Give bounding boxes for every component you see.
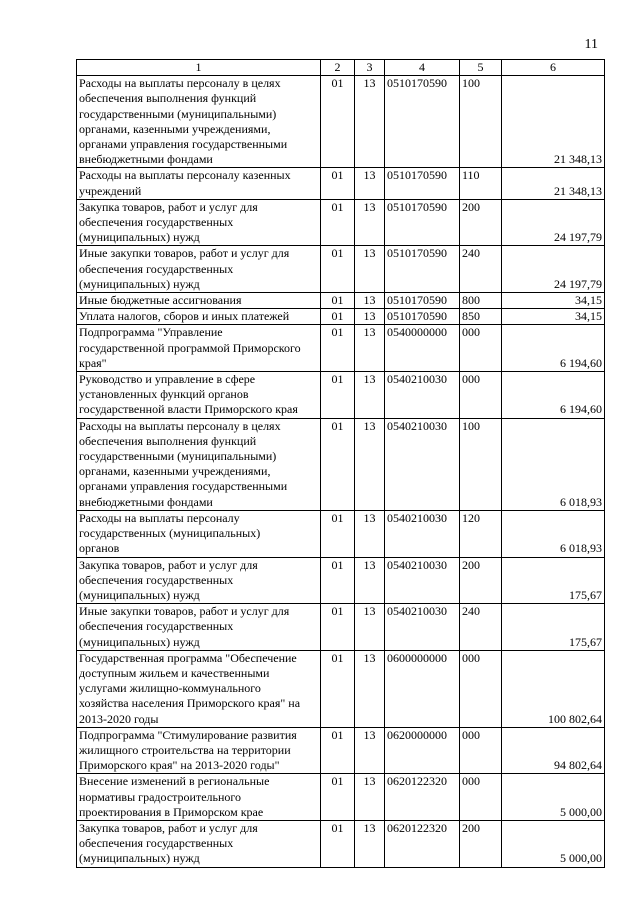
cell-section: 01 xyxy=(321,372,355,419)
cell-name: Подпрограмма "Стимулирование развития жилищного строительства на территории Приморского края" на 2013-2020 годы" xyxy=(77,727,321,774)
cell-target-code: 0510170590 xyxy=(385,309,460,325)
cell-name: Расходы на выплаты персоналу в целях обеспечения выполнения функций государственными (муниципальными) органами, казенными учреждениями, органами управления государственными внебюджетными фондами xyxy=(77,76,321,168)
cell-subsection: 13 xyxy=(355,293,385,309)
cell-name: Руководство и управление в сфере установленных функций органов государственной власти Приморского края xyxy=(77,372,321,419)
cell-name: Закупка товаров, работ и услуг для обеспечения государственных (муниципальных) нужд xyxy=(77,557,321,604)
cell-amount: 6 018,93 xyxy=(502,418,605,510)
cell-section: 01 xyxy=(321,418,355,510)
cell-name: Внесение изменений в региональные нормативы градостроительного проектирования в Приморском крае xyxy=(77,774,321,821)
cell-name: Подпрограмма "Управление государственной программой Приморского края" xyxy=(77,325,321,372)
cell-expense-type: 240 xyxy=(460,604,502,651)
cell-expense-type: 000 xyxy=(460,325,502,372)
table-row xyxy=(77,293,605,309)
cell-section: 01 xyxy=(321,820,355,867)
cell-section: 01 xyxy=(321,774,355,821)
budget-table xyxy=(76,59,605,868)
cell-name: Расходы на выплаты персоналу казенных учреждений xyxy=(77,168,321,199)
cell-amount: 6 194,60 xyxy=(502,372,605,419)
header-col-6: 6 xyxy=(502,60,605,76)
cell-amount: 5 000,00 xyxy=(502,820,605,867)
cell-target-code: 0510170590 xyxy=(385,246,460,293)
cell-expense-type: 240 xyxy=(460,246,502,293)
cell-name: Иные закупки товаров, работ и услуг для обеспечения государственных (муниципальных) нужд xyxy=(77,604,321,651)
table-row xyxy=(77,199,605,246)
cell-expense-type: 000 xyxy=(460,372,502,419)
cell-subsection: 13 xyxy=(355,727,385,774)
cell-expense-type: 200 xyxy=(460,820,502,867)
table-row xyxy=(77,820,605,867)
cell-amount: 6 018,93 xyxy=(502,510,605,557)
header-col-3: 3 xyxy=(355,60,385,76)
cell-amount: 34,15 xyxy=(502,293,605,309)
cell-subsection: 13 xyxy=(355,309,385,325)
cell-target-code: 0540210030 xyxy=(385,557,460,604)
cell-amount: 6 194,60 xyxy=(502,325,605,372)
cell-name: Расходы на выплаты персоналу в целях обеспечения выполнения функций государственными (муниципальными) органами, казенными учреждениями, органами управления государственными внебюджетными фондами xyxy=(77,418,321,510)
cell-name: Закупка товаров, работ и услуг для обеспечения государственных (муниципальных) нужд xyxy=(77,199,321,246)
cell-subsection: 13 xyxy=(355,510,385,557)
table-row xyxy=(77,76,605,168)
cell-target-code: 0540210030 xyxy=(385,418,460,510)
cell-name: Расходы на выплаты персоналу государственных (муниципальных) органов xyxy=(77,510,321,557)
cell-amount: 94 802,64 xyxy=(502,727,605,774)
cell-amount: 5 000,00 xyxy=(502,774,605,821)
cell-target-code: 0510170590 xyxy=(385,293,460,309)
table-row xyxy=(77,418,605,510)
cell-expense-type: 000 xyxy=(460,650,502,727)
cell-section: 01 xyxy=(321,293,355,309)
cell-section: 01 xyxy=(321,309,355,325)
table-row xyxy=(77,774,605,821)
header-col-5: 5 xyxy=(460,60,502,76)
page-number: 11 xyxy=(584,37,598,52)
cell-subsection: 13 xyxy=(355,325,385,372)
table-row xyxy=(77,309,605,325)
cell-section: 01 xyxy=(321,557,355,604)
cell-amount: 24 197,79 xyxy=(502,199,605,246)
cell-subsection: 13 xyxy=(355,76,385,168)
cell-expense-type: 100 xyxy=(460,418,502,510)
cell-target-code: 0510170590 xyxy=(385,76,460,168)
cell-subsection: 13 xyxy=(355,650,385,727)
cell-target-code: 0600000000 xyxy=(385,650,460,727)
cell-name: Закупка товаров, работ и услуг для обеспечения государственных (муниципальных) нужд xyxy=(77,820,321,867)
cell-subsection: 13 xyxy=(355,246,385,293)
cell-subsection: 13 xyxy=(355,418,385,510)
cell-target-code: 0620000000 xyxy=(385,727,460,774)
cell-expense-type: 800 xyxy=(460,293,502,309)
header-row xyxy=(77,60,605,76)
cell-amount: 21 348,13 xyxy=(502,168,605,199)
table-row xyxy=(77,325,605,372)
table-row xyxy=(77,168,605,199)
cell-target-code: 0540210030 xyxy=(385,510,460,557)
cell-section: 01 xyxy=(321,727,355,774)
cell-target-code: 0620122320 xyxy=(385,774,460,821)
cell-target-code: 0540000000 xyxy=(385,325,460,372)
cell-section: 01 xyxy=(321,650,355,727)
cell-section: 01 xyxy=(321,76,355,168)
cell-section: 01 xyxy=(321,604,355,651)
cell-target-code: 0510170590 xyxy=(385,168,460,199)
table-row xyxy=(77,650,605,727)
table-row xyxy=(77,510,605,557)
cell-subsection: 13 xyxy=(355,557,385,604)
cell-subsection: 13 xyxy=(355,774,385,821)
cell-expense-type: 850 xyxy=(460,309,502,325)
cell-section: 01 xyxy=(321,246,355,293)
cell-subsection: 13 xyxy=(355,372,385,419)
cell-expense-type: 100 xyxy=(460,76,502,168)
cell-amount: 21 348,13 xyxy=(502,76,605,168)
cell-target-code: 0540210030 xyxy=(385,604,460,651)
table-row xyxy=(77,604,605,651)
table-row xyxy=(77,727,605,774)
cell-section: 01 xyxy=(321,199,355,246)
cell-amount: 24 197,79 xyxy=(502,246,605,293)
cell-target-code: 0540210030 xyxy=(385,372,460,419)
cell-section: 01 xyxy=(321,168,355,199)
cell-expense-type: 200 xyxy=(460,199,502,246)
cell-name: Государственная программа "Обеспечение доступным жильем и качественными услугами жилищно-коммунального хозяйства населения Приморского края" на 2013-2020 годы xyxy=(77,650,321,727)
cell-target-code: 0510170590 xyxy=(385,199,460,246)
cell-target-code: 0620122320 xyxy=(385,820,460,867)
header-col-4: 4 xyxy=(385,60,460,76)
cell-expense-type: 120 xyxy=(460,510,502,557)
cell-name: Уплата налогов, сборов и иных платежей xyxy=(77,309,321,325)
header-col-2: 2 xyxy=(321,60,355,76)
table-row xyxy=(77,557,605,604)
cell-expense-type: 000 xyxy=(460,774,502,821)
cell-amount: 175,67 xyxy=(502,604,605,651)
cell-amount: 100 802,64 xyxy=(502,650,605,727)
cell-subsection: 13 xyxy=(355,168,385,199)
cell-section: 01 xyxy=(321,325,355,372)
cell-section: 01 xyxy=(321,510,355,557)
cell-expense-type: 110 xyxy=(460,168,502,199)
header-col-1: 1 xyxy=(77,60,321,76)
cell-expense-type: 200 xyxy=(460,557,502,604)
cell-amount: 175,67 xyxy=(502,557,605,604)
cell-name: Иные бюджетные ассигнования xyxy=(77,293,321,309)
table-row xyxy=(77,246,605,293)
cell-amount: 34,15 xyxy=(502,309,605,325)
cell-subsection: 13 xyxy=(355,199,385,246)
cell-expense-type: 000 xyxy=(460,727,502,774)
cell-subsection: 13 xyxy=(355,820,385,867)
table-row xyxy=(77,372,605,419)
cell-name: Иные закупки товаров, работ и услуг для обеспечения государственных (муниципальных) нужд xyxy=(77,246,321,293)
cell-subsection: 13 xyxy=(355,604,385,651)
